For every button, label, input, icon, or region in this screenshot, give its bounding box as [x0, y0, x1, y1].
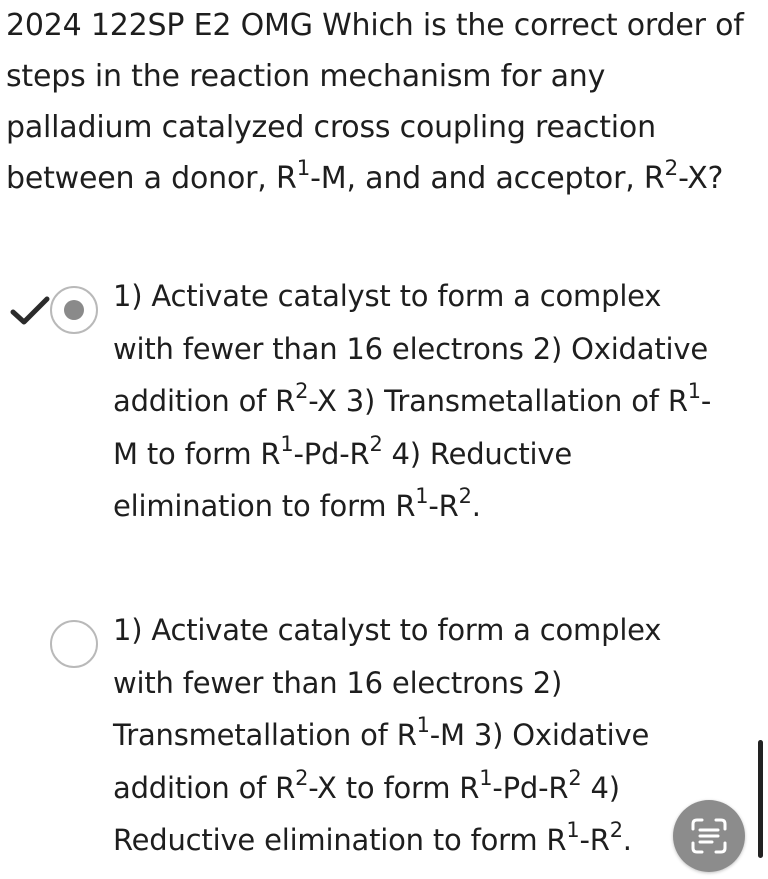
option-text-part: 4) Reductive elimination to form R: [113, 770, 620, 857]
question-text-part: 2024 122SP E2 OMG Which is the correct order of steps in the reaction mechanism for any palladium catalyzed cross coupling reaction between a donor, R: [6, 8, 744, 196]
superscript: 2: [295, 765, 309, 790]
option-text-part: -Pd-R: [492, 770, 569, 805]
superscript: 2: [458, 484, 472, 509]
option-text-part: -R: [579, 823, 610, 857]
radio-selected-dot: [64, 300, 84, 320]
superscript: 1: [566, 818, 580, 843]
superscript: 2: [295, 379, 309, 404]
scrollbar[interactable]: [758, 740, 763, 858]
superscript: 1: [280, 431, 294, 456]
option-text-part: -X to form R: [308, 770, 480, 805]
superscript: 2: [664, 155, 679, 181]
superscript: 1: [479, 765, 493, 790]
superscript: 1: [416, 713, 430, 738]
option-text-part: .: [471, 489, 481, 523]
option-text-part: -M to form R: [113, 384, 712, 471]
radio-button-option-1[interactable]: [50, 286, 98, 334]
text-scan-button[interactable]: [673, 800, 745, 872]
option-text-part: -X 3) Transmetallation of R: [308, 384, 688, 418]
checkmark-icon: [10, 295, 50, 327]
question-text: [6, 0, 746, 204]
superscript: 1: [415, 484, 429, 509]
text-scan-icon: [689, 816, 729, 856]
option-2-text: [113, 604, 723, 867]
radio-button-option-2[interactable]: [50, 620, 98, 668]
question-text-part: -X?: [678, 161, 724, 196]
superscript: 2: [369, 431, 383, 456]
option-text-part: .: [622, 823, 632, 857]
superscript: 2: [609, 818, 623, 843]
option-text-part: -M 3) Oxidative addition of R: [113, 718, 650, 805]
option-text-part: 1) Activate catalyst to form a complex with fewer than 16 electrons 2) Oxidative addition of R: [113, 279, 708, 418]
superscript: 1: [296, 155, 311, 181]
superscript: 1: [687, 379, 701, 404]
superscript: 2: [568, 765, 582, 790]
option-1-text: [113, 270, 723, 533]
option-text-part: 4) Reductive elimination to form R: [113, 436, 572, 523]
question-text-part: -M, and and acceptor, R: [310, 161, 665, 196]
option-text-part: -Pd-R: [293, 436, 370, 471]
option-text-part: 1) Activate catalyst to form a complex with fewer than 16 electrons 2) Transmetallation of R: [113, 613, 662, 752]
option-text-part: -R: [428, 489, 459, 523]
